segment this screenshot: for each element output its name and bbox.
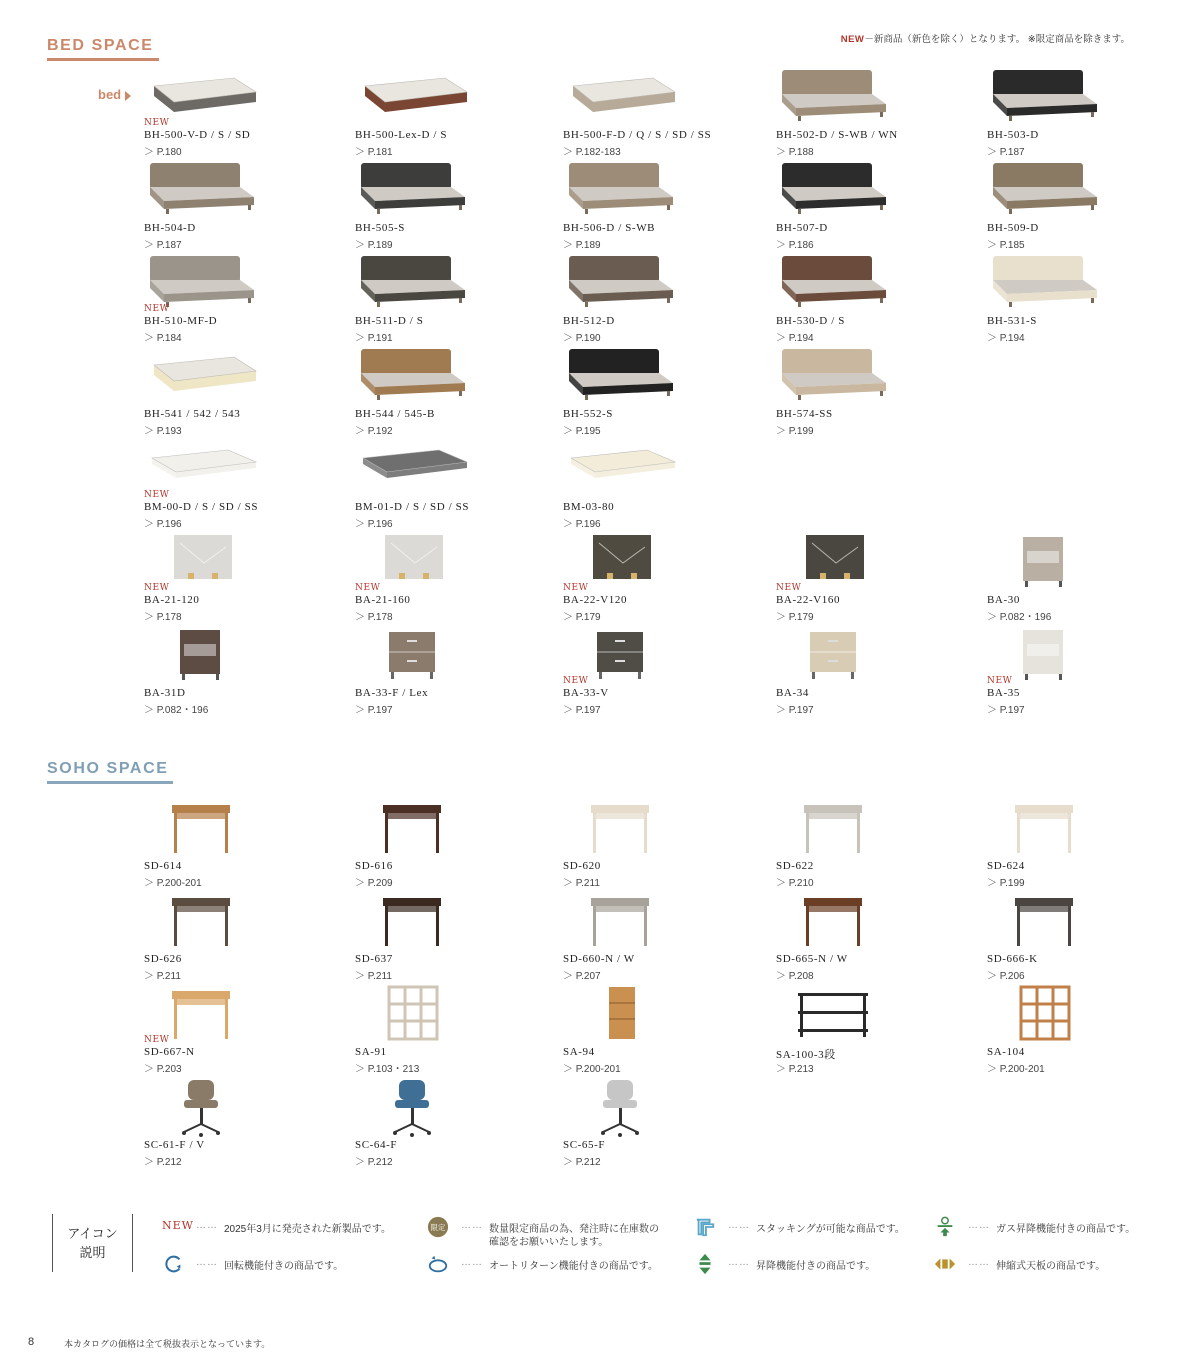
soho-space-title	[47, 760, 173, 784]
product-card[interactable]	[355, 347, 545, 440]
new-badge: NEW	[144, 1035, 170, 1045]
product-code: SC-65-F	[563, 1139, 606, 1151]
product-image	[563, 347, 693, 409]
product-card[interactable]	[563, 626, 753, 719]
page-reference[interactable]: ＞ P.182-183	[563, 147, 621, 158]
product-image	[987, 254, 1117, 316]
product-code: SA-104	[987, 1046, 1025, 1058]
product-card[interactable]	[355, 68, 545, 161]
product-card[interactable]	[144, 161, 334, 254]
bed-space-rule	[47, 58, 159, 61]
product-code: BH-512-D	[563, 315, 615, 327]
page-reference[interactable]: ＞ P.196	[144, 519, 182, 530]
page-reference[interactable]: ＞ P.186	[776, 240, 814, 251]
page-reference[interactable]: ＞ P.207	[563, 971, 601, 982]
product-code: BA-22-V120	[563, 594, 628, 606]
page-reference[interactable]: ＞ P.212	[144, 1157, 182, 1168]
product-card[interactable]	[987, 254, 1177, 347]
triangle-right-icon	[125, 91, 131, 101]
product-image	[776, 892, 906, 954]
product-image	[144, 1078, 274, 1140]
page-reference[interactable]: ＞ P.199	[776, 426, 814, 437]
legend-extendable-top-text: 伸縮式天板の商品です。	[996, 1261, 1106, 1272]
product-image	[355, 985, 485, 1047]
page-reference[interactable]: ＞ P.212	[563, 1157, 601, 1168]
product-image	[776, 254, 906, 316]
bed-space-title	[47, 37, 159, 61]
product-card[interactable]	[776, 799, 966, 892]
svg-text:限定: 限定	[430, 1223, 446, 1233]
page-reference[interactable]: ＞ P.206	[987, 971, 1025, 982]
page-reference[interactable]: ＞ P.212	[355, 1157, 393, 1168]
product-code: SD-667-N	[144, 1046, 195, 1058]
product-code: SD-620	[563, 860, 601, 872]
subcategory-bed-label: bed	[98, 87, 122, 102]
page-reference[interactable]: ＞ P.187	[987, 147, 1025, 158]
product-code: BM-01-D / S / SD / SS	[355, 501, 470, 513]
icon-legend	[52, 1212, 1152, 1274]
product-code: BH-504-D	[144, 222, 196, 234]
product-card[interactable]	[776, 161, 966, 254]
page-reference[interactable]: ＞ P.103・213	[355, 1064, 420, 1075]
legend-dots: ……	[728, 1220, 750, 1231]
page-reference[interactable]: ＞ P.200-201	[563, 1064, 621, 1075]
product-code: SD-626	[144, 953, 182, 965]
product-card[interactable]	[355, 799, 545, 892]
legend-dots: ……	[461, 1220, 483, 1231]
product-code: BH-505-S	[355, 222, 406, 234]
product-code: SA-91	[355, 1046, 387, 1058]
page-reference[interactable]: ＞ P.196	[563, 519, 601, 530]
product-code: SD-665-N / W	[776, 953, 848, 965]
product-card[interactable]	[563, 1078, 753, 1171]
product-code: BH-502-D / S-WB / WN	[776, 129, 898, 141]
legend-dots: ……	[968, 1220, 990, 1231]
product-card[interactable]	[563, 533, 753, 626]
product-card[interactable]	[776, 985, 966, 1078]
page-reference[interactable]: ＞ P.210	[776, 878, 814, 889]
new-badge: NEW	[563, 676, 589, 686]
product-card[interactable]	[144, 68, 334, 161]
page-reference[interactable]: ＞ P.179	[776, 612, 814, 623]
product-card[interactable]	[776, 347, 966, 440]
product-image	[987, 892, 1117, 954]
product-image	[776, 626, 906, 688]
product-image	[355, 161, 485, 223]
page-reference[interactable]: ＞ P.194	[776, 333, 814, 344]
page-reference[interactable]: ＞ P.197	[987, 705, 1025, 716]
product-image	[987, 799, 1117, 861]
product-image	[776, 985, 906, 1047]
icon-legend-label	[52, 1214, 133, 1272]
swivel-icon	[162, 1253, 184, 1275]
stacking-icon	[694, 1216, 716, 1238]
product-card[interactable]	[987, 626, 1177, 719]
page-number: 8	[28, 1336, 35, 1348]
product-image	[563, 892, 693, 954]
product-card[interactable]	[355, 533, 545, 626]
product-image	[776, 161, 906, 223]
product-image	[355, 68, 485, 130]
product-code: SD-616	[355, 860, 393, 872]
icon-legend-label-line2: 説明	[79, 1245, 106, 1260]
product-image	[563, 161, 693, 223]
product-card[interactable]	[776, 626, 966, 719]
product-image	[563, 985, 693, 1047]
product-code: SD-660-N / W	[563, 953, 635, 965]
new-badge: NEW	[144, 118, 170, 128]
product-code: SD-666-K	[987, 953, 1038, 965]
product-code: BH-506-D / S-WB	[563, 222, 656, 234]
page-reference[interactable]: ＞ P.200-201	[144, 878, 202, 889]
extendable-top-icon	[934, 1253, 956, 1275]
product-image	[987, 68, 1117, 130]
product-card[interactable]	[563, 68, 753, 161]
product-card[interactable]	[355, 626, 545, 719]
new-badge: NEW	[563, 583, 589, 593]
product-code: BH-500-Lex-D / S	[355, 129, 448, 141]
product-image	[355, 799, 485, 861]
product-card[interactable]	[987, 985, 1177, 1078]
product-image	[144, 892, 274, 954]
page-reference[interactable]: ＞ P.187	[144, 240, 182, 251]
product-card[interactable]	[144, 533, 334, 626]
product-card[interactable]	[776, 892, 966, 985]
page-reference[interactable]: ＞ P.179	[563, 612, 601, 623]
page-reference[interactable]: ＞ P.184	[144, 333, 182, 344]
product-image	[355, 892, 485, 954]
new-badge: NEW	[987, 676, 1013, 686]
product-code: BM-00-D / S / SD / SS	[144, 501, 259, 513]
page-reference[interactable]: ＞ P.196	[355, 519, 393, 530]
product-card[interactable]	[355, 440, 545, 533]
product-code: BH-531-S	[987, 315, 1038, 327]
legend-stacking-text: スタッキングが可能な商品です。	[756, 1224, 905, 1235]
page-reference[interactable]: ＞ P.211	[563, 878, 600, 889]
product-code: SA-100-3段	[776, 1049, 836, 1061]
product-image	[355, 347, 485, 409]
product-card[interactable]	[987, 161, 1177, 254]
product-code: BH-511-D / S	[355, 315, 424, 327]
legend-dots: ……	[196, 1220, 218, 1231]
product-image	[144, 161, 274, 223]
limited-badge-icon	[427, 1216, 449, 1238]
product-card[interactable]	[355, 161, 545, 254]
new-label: NEW	[840, 34, 865, 45]
product-card[interactable]	[144, 985, 334, 1078]
product-image	[776, 347, 906, 409]
product-image	[563, 68, 693, 130]
product-image	[987, 161, 1117, 223]
page-reference[interactable]: ＞ P.188	[776, 147, 814, 158]
new-badge: NEW	[144, 490, 170, 500]
product-image	[987, 533, 1117, 595]
product-code: SD-622	[776, 860, 814, 872]
product-card[interactable]	[563, 440, 753, 533]
product-card[interactable]	[563, 254, 753, 347]
product-code: BH-507-D	[776, 222, 828, 234]
legend-dots: ……	[728, 1257, 750, 1268]
product-image	[987, 985, 1117, 1047]
new-badge: NEW	[144, 583, 170, 593]
legend-limited-text-2: 確認をお願いいたします。	[489, 1237, 609, 1248]
product-card[interactable]	[987, 799, 1177, 892]
product-card[interactable]	[355, 254, 545, 347]
new-note-text: －新商品（新色を除く）となります。 ※限定商品を除きます。	[864, 34, 1130, 45]
legend-new-text: 2025年3月に発売された新製品です。	[224, 1224, 392, 1235]
product-image	[144, 347, 274, 409]
product-card[interactable]	[987, 533, 1177, 626]
product-image	[355, 1078, 485, 1140]
footer-note: 本カタログの価格は全て税抜表示となっています。	[64, 1339, 271, 1349]
new-legend-note	[841, 31, 1130, 45]
product-code: SD-637	[355, 953, 393, 965]
page-reference[interactable]: ＞ P.197	[355, 705, 393, 716]
page-reference[interactable]: ＞ P.199	[987, 878, 1025, 889]
page-reference[interactable]: ＞ P.200-201	[987, 1064, 1045, 1075]
product-code: BH-530-D / S	[776, 315, 845, 327]
product-card[interactable]	[144, 254, 334, 347]
page-reference[interactable]: ＞ P.192	[355, 426, 393, 437]
product-code: BH-500-V-D / S / SD	[144, 129, 251, 141]
product-image	[144, 626, 274, 688]
product-code: BA-30	[987, 594, 1020, 606]
product-image	[563, 1078, 693, 1140]
product-image	[563, 440, 693, 502]
product-code: SD-614	[144, 860, 182, 872]
product-code: SA-94	[563, 1046, 595, 1058]
product-card[interactable]	[987, 892, 1177, 985]
legend-gas-lift-text: ガス昇降機能付きの商品です。	[996, 1224, 1136, 1235]
page-reference[interactable]: ＞ P.189	[563, 240, 601, 251]
height-adjust-icon	[694, 1253, 716, 1275]
bed-space-title-text: BED SPACE	[47, 37, 154, 54]
product-code: BH-510-MF-D	[144, 315, 218, 327]
page-reference[interactable]: ＞ P.197	[776, 705, 814, 716]
product-card[interactable]	[987, 68, 1177, 161]
product-card[interactable]	[563, 347, 753, 440]
page-reference[interactable]: ＞ P.178	[144, 612, 182, 623]
product-code: BA-35	[987, 687, 1020, 699]
legend-limited-text: 数量限定商品の為、発注時に在庫数の	[489, 1224, 659, 1235]
product-code: BA-33-F / Lex	[355, 687, 429, 699]
soho-space-rule	[47, 781, 173, 784]
product-card[interactable]	[563, 892, 753, 985]
product-image	[776, 799, 906, 861]
product-image	[776, 68, 906, 130]
page-reference[interactable]: ＞ P.195	[563, 426, 601, 437]
product-card[interactable]	[563, 799, 753, 892]
page-reference[interactable]: ＞ P.082・196	[144, 705, 209, 716]
legend-dots: ……	[968, 1257, 990, 1268]
legend-height-adjust-text: 昇降機能付きの商品です。	[756, 1261, 876, 1272]
auto-return-icon	[427, 1253, 449, 1275]
product-code: BH-541 / 542 / 543	[144, 408, 241, 420]
page-reference[interactable]: ＞ P.191	[355, 333, 393, 344]
new-badge: NEW	[355, 583, 381, 593]
page-reference[interactable]: ＞ P.180	[144, 147, 182, 158]
product-code: BH-552-S	[563, 408, 614, 420]
product-image	[355, 254, 485, 316]
product-card[interactable]	[144, 626, 334, 719]
page-reference[interactable]: ＞ P.194	[987, 333, 1025, 344]
page-reference[interactable]: ＞ P.190	[563, 333, 601, 344]
gas-lift-icon	[934, 1216, 956, 1238]
new-badge: NEW	[144, 304, 170, 314]
product-card[interactable]	[355, 892, 545, 985]
product-card[interactable]	[355, 1078, 545, 1171]
page-reference[interactable]: ＞ P.189	[355, 240, 393, 251]
product-code: BH-574-SS	[776, 408, 833, 420]
product-card[interactable]	[776, 68, 966, 161]
product-code: BA-34	[776, 687, 809, 699]
page-reference[interactable]: ＞ P.193	[144, 426, 182, 437]
product-card[interactable]	[144, 1078, 334, 1171]
product-image	[144, 799, 274, 861]
product-code: BA-33-V	[563, 687, 609, 699]
product-code: BA-31D	[144, 687, 186, 699]
product-card[interactable]	[563, 161, 753, 254]
product-image	[355, 440, 485, 502]
product-code: BA-21-160	[355, 594, 411, 606]
legend-auto-return-text: オートリターン機能付きの商品です。	[489, 1261, 658, 1272]
product-card[interactable]	[563, 985, 753, 1078]
product-image	[563, 799, 693, 861]
legend-swivel-text: 回転機能付きの商品です。	[224, 1261, 344, 1272]
product-card[interactable]	[144, 440, 334, 533]
page-reference[interactable]: ＞ P.082・196	[987, 612, 1052, 623]
product-card[interactable]	[144, 892, 334, 985]
product-code: SD-624	[987, 860, 1025, 872]
product-code: BH-509-D	[987, 222, 1039, 234]
legend-dots: ……	[196, 1257, 218, 1268]
page-reference[interactable]: ＞ P.213	[776, 1064, 814, 1075]
page-reference[interactable]: ＞ P.211	[144, 971, 181, 982]
product-code: BH-500-F-D / Q / S / SD / SS	[563, 129, 712, 141]
page-reference[interactable]: ＞ P.203	[144, 1064, 182, 1075]
product-card[interactable]	[776, 533, 966, 626]
page-reference[interactable]: ＞ P.208	[776, 971, 814, 982]
product-image	[563, 254, 693, 316]
product-code: BH-544 / 545-B	[355, 408, 435, 420]
new-word-icon: NEW	[162, 1219, 194, 1232]
page-reference[interactable]: ＞ P.178	[355, 612, 393, 623]
page-reference[interactable]: ＞ P.185	[987, 240, 1025, 251]
icon-legend-label-line1: アイコン	[67, 1226, 118, 1241]
page-reference[interactable]: ＞ P.197	[563, 705, 601, 716]
subcategory-bed[interactable]	[98, 87, 131, 102]
product-image	[355, 626, 485, 688]
product-code: BA-22-V160	[776, 594, 841, 606]
new-badge: NEW	[776, 583, 802, 593]
legend-dots: ……	[461, 1257, 483, 1268]
product-code: SC-64-F	[355, 1139, 398, 1151]
product-code: BM-03-80	[563, 501, 615, 513]
product-card[interactable]	[355, 985, 545, 1078]
product-code: BA-21-120	[144, 594, 200, 606]
page-reference[interactable]: ＞ P.181	[355, 147, 393, 158]
product-card[interactable]	[776, 254, 966, 347]
product-code: BH-503-D	[987, 129, 1039, 141]
page-reference[interactable]: ＞ P.209	[355, 878, 393, 889]
soho-space-title-text: SOHO SPACE	[47, 760, 169, 777]
product-code: SC-61-F / V	[144, 1139, 205, 1151]
product-card[interactable]	[144, 799, 334, 892]
product-card[interactable]	[144, 347, 334, 440]
page-reference[interactable]: ＞ P.211	[355, 971, 392, 982]
